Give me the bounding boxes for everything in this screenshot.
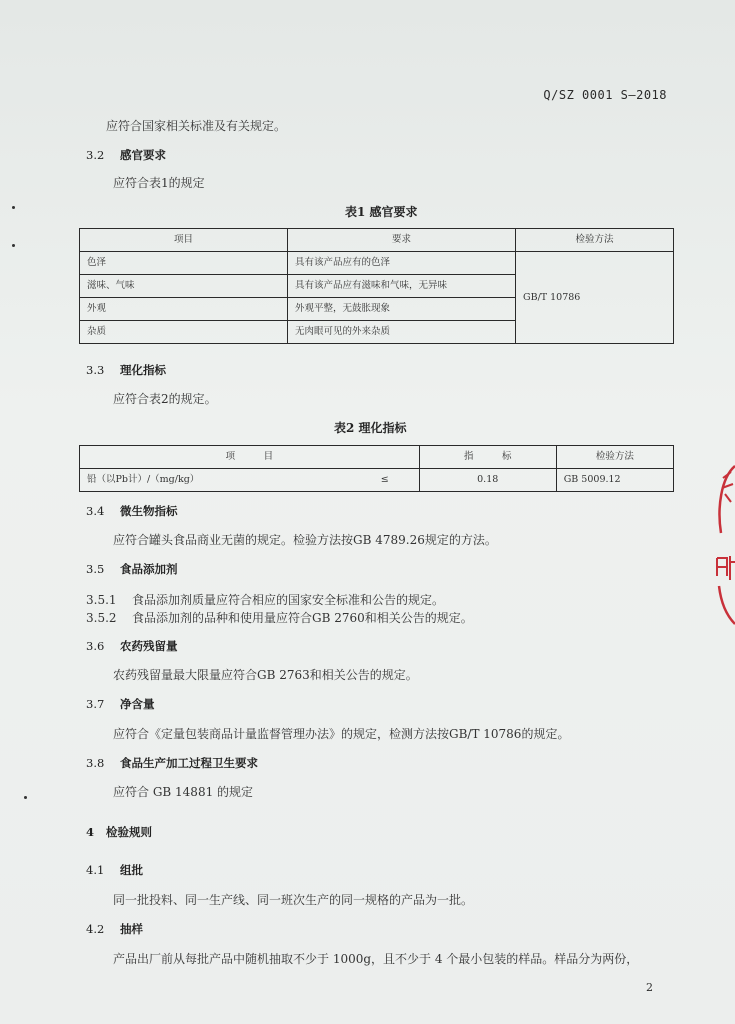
scan-mark — [12, 206, 15, 209]
section-title: 微生物指标 — [120, 504, 178, 518]
table-cell: 杂质 — [80, 321, 288, 344]
section-number: 3.6 — [86, 639, 105, 653]
section-number: 3.8 — [86, 756, 105, 770]
table-cell: 色泽 — [80, 252, 288, 275]
table-row — [80, 252, 674, 275]
section-3-8-heading — [86, 755, 258, 771]
section-3-8-text: 应符合 GB 14881 的规定 — [113, 785, 254, 799]
scan-mark — [24, 796, 27, 799]
table2-caption: 表2 理化指标 — [334, 421, 407, 435]
table-cell: 具有该产品应有滋味和气味，无异味 — [288, 275, 516, 298]
table1-method-cell: GB/T 10786 — [516, 252, 674, 344]
section-text: 食品添加剂质量应符合相应的国家安全标准和公告的规定。 — [132, 593, 445, 607]
section-title: 食品添加剂 — [120, 562, 178, 576]
section-title: 抽样 — [120, 922, 143, 936]
section-4-1-text: 同一批投料、同一生产线、同一班次生产的同一规格的产品为一批。 — [113, 893, 474, 907]
intro-line: 应符合国家相关标准及有关规定。 — [106, 119, 287, 133]
section-number: 3.5 — [86, 562, 105, 576]
table2-header-item: 项 目 — [80, 446, 420, 469]
table1-sensory — [79, 228, 674, 344]
section-number: 4 — [86, 825, 95, 839]
section-3-3-heading — [86, 362, 166, 378]
section-title: 理化指标 — [120, 363, 166, 377]
table-cell: 滋味、气味 — [80, 275, 288, 298]
table1-header-requirement: 要求 — [288, 229, 516, 252]
section-number: 3.7 — [86, 697, 105, 711]
section-number: 3.5.1 — [86, 593, 117, 607]
section-4-heading — [86, 824, 152, 840]
table2-header-method: 检验方法 — [556, 446, 673, 469]
section-4-2-text: 产品出厂前从每批产品中随机抽取不少于 1000g，且不少于 4 个最小包装的样品。样品分为两份， — [113, 952, 639, 966]
table-cell: 0.18 — [419, 469, 556, 492]
table-cell: 铅（以Pb计）/（mg/kg） — [80, 469, 315, 492]
section-title: 检验规则 — [106, 825, 152, 839]
section-3-6-text: 农药残留量最大限量应符合GB 2763和相关公告的规定。 — [113, 668, 418, 682]
section-number: 4.2 — [86, 922, 105, 936]
section-3-4-heading — [86, 503, 178, 519]
table-cell: 外观平整，无鼓胀现象 — [288, 298, 516, 321]
stamp-glyph — [717, 556, 735, 580]
section-title: 净含量 — [120, 697, 155, 711]
section-4-2-heading — [86, 921, 143, 937]
section-3-7-text: 应符合《定量包装商品计量监督管理办法》的规定，检测方法按GB/T 10786的规定。 — [113, 727, 570, 741]
section-number: 3.4 — [86, 504, 105, 518]
section-number: 3.3 — [86, 363, 105, 377]
section-4-1-heading — [86, 862, 143, 878]
page-number: 2 — [646, 981, 653, 994]
table-cell: GB 5009.12 — [556, 469, 673, 492]
section-title: 食品生产加工过程卫生要求 — [120, 756, 258, 770]
section-title: 组批 — [120, 863, 143, 877]
section-3-5-heading — [86, 561, 178, 577]
section-title: 农药残留量 — [120, 639, 178, 653]
section-title: 感官要求 — [120, 148, 166, 162]
stamp-arc — [719, 586, 735, 624]
section-text: 食品添加剂的品种和使用量应符合GB 2760和相关公告的规定。 — [132, 611, 473, 625]
section-3-7-heading — [86, 696, 155, 712]
table1-header-item: 项目 — [80, 229, 288, 252]
section-3-4-text: 应符合罐头食品商业无菌的规定。检验方法按GB 4789.26规定的方法。 — [113, 533, 497, 547]
table-row — [80, 469, 674, 492]
section-number: 4.1 — [86, 863, 105, 877]
section-3-5-2 — [86, 609, 473, 626]
table2-physicochemical — [79, 445, 674, 492]
section-number: 3.2 — [86, 148, 105, 162]
section-3-5-1 — [86, 591, 444, 608]
section-3-2-heading — [86, 147, 166, 163]
table-cell: 外观 — [80, 298, 288, 321]
standard-code: Q/SZ 0001 S—2018 — [543, 88, 667, 102]
red-seal-stamp — [713, 458, 735, 628]
scan-mark — [12, 244, 15, 247]
table-cell: 具有该产品应有的色泽 — [288, 252, 516, 275]
section-number: 3.5.2 — [86, 611, 117, 625]
section-3-3-text: 应符合表2的规定。 — [113, 392, 217, 406]
table2-header-index: 指 标 — [419, 446, 556, 469]
section-3-2-text: 应符合表1的规定 — [113, 176, 205, 190]
table1-caption: 表1 感官要求 — [345, 205, 418, 219]
table-cell: ≤ — [314, 469, 419, 492]
table1-header-method: 检验方法 — [516, 229, 674, 252]
table-cell: 无肉眼可见的外来杂质 — [288, 321, 516, 344]
section-3-6-heading — [86, 638, 178, 654]
